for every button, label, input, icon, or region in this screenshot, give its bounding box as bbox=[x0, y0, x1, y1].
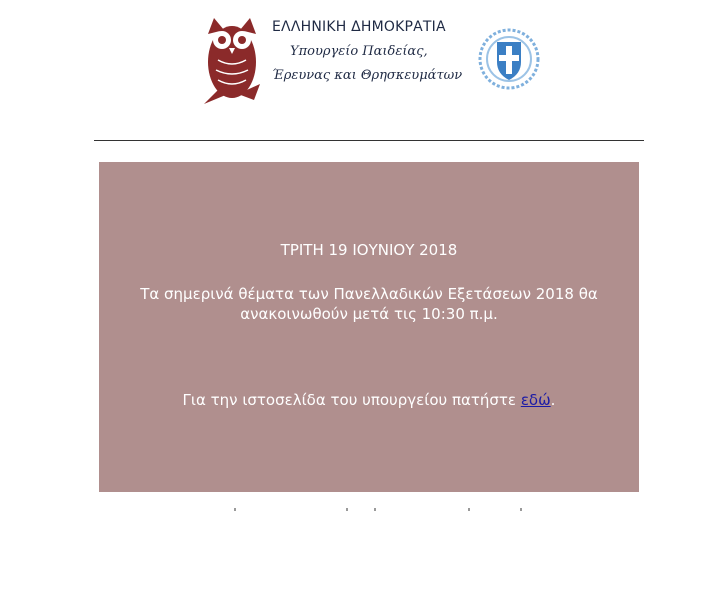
owl-logo-icon bbox=[198, 14, 268, 106]
greek-cross-emblem-icon bbox=[478, 28, 540, 90]
logo-text bbox=[272, 18, 482, 88]
ministry-name-line1: Υπουργείο Παιδείας, bbox=[290, 44, 428, 59]
announcement-message: Τα σημερινά θέματα των Πανελλαδικών Εξετάσεων 2018 θα ανακοινωθούν μετά τις 10:30 π.μ. bbox=[140, 285, 598, 323]
ministry-link-line bbox=[99, 390, 639, 410]
country-title: ΕΛΛΗΝΙΚΗ ΔΗΜΟΚΡΑΤΙΑ bbox=[272, 19, 446, 35]
announcement-date: ΤΡΙΤΗ 19 ΙΟΥΝΙΟΥ 2018 bbox=[280, 241, 458, 259]
header-divider bbox=[94, 140, 644, 141]
ministry-header bbox=[198, 14, 544, 110]
link-prefix-text: Για την ιστοσελίδα του υπουργείου πατήστε bbox=[182, 391, 521, 409]
link-suffix-text: . bbox=[550, 391, 556, 409]
ministry-website-link[interactable]: εδώ bbox=[520, 391, 551, 409]
announcement-panel bbox=[99, 162, 639, 492]
faint-artifact-marks bbox=[228, 508, 528, 512]
ministry-name-line2: Έρευνας και Θρησκευμάτων bbox=[272, 68, 463, 83]
